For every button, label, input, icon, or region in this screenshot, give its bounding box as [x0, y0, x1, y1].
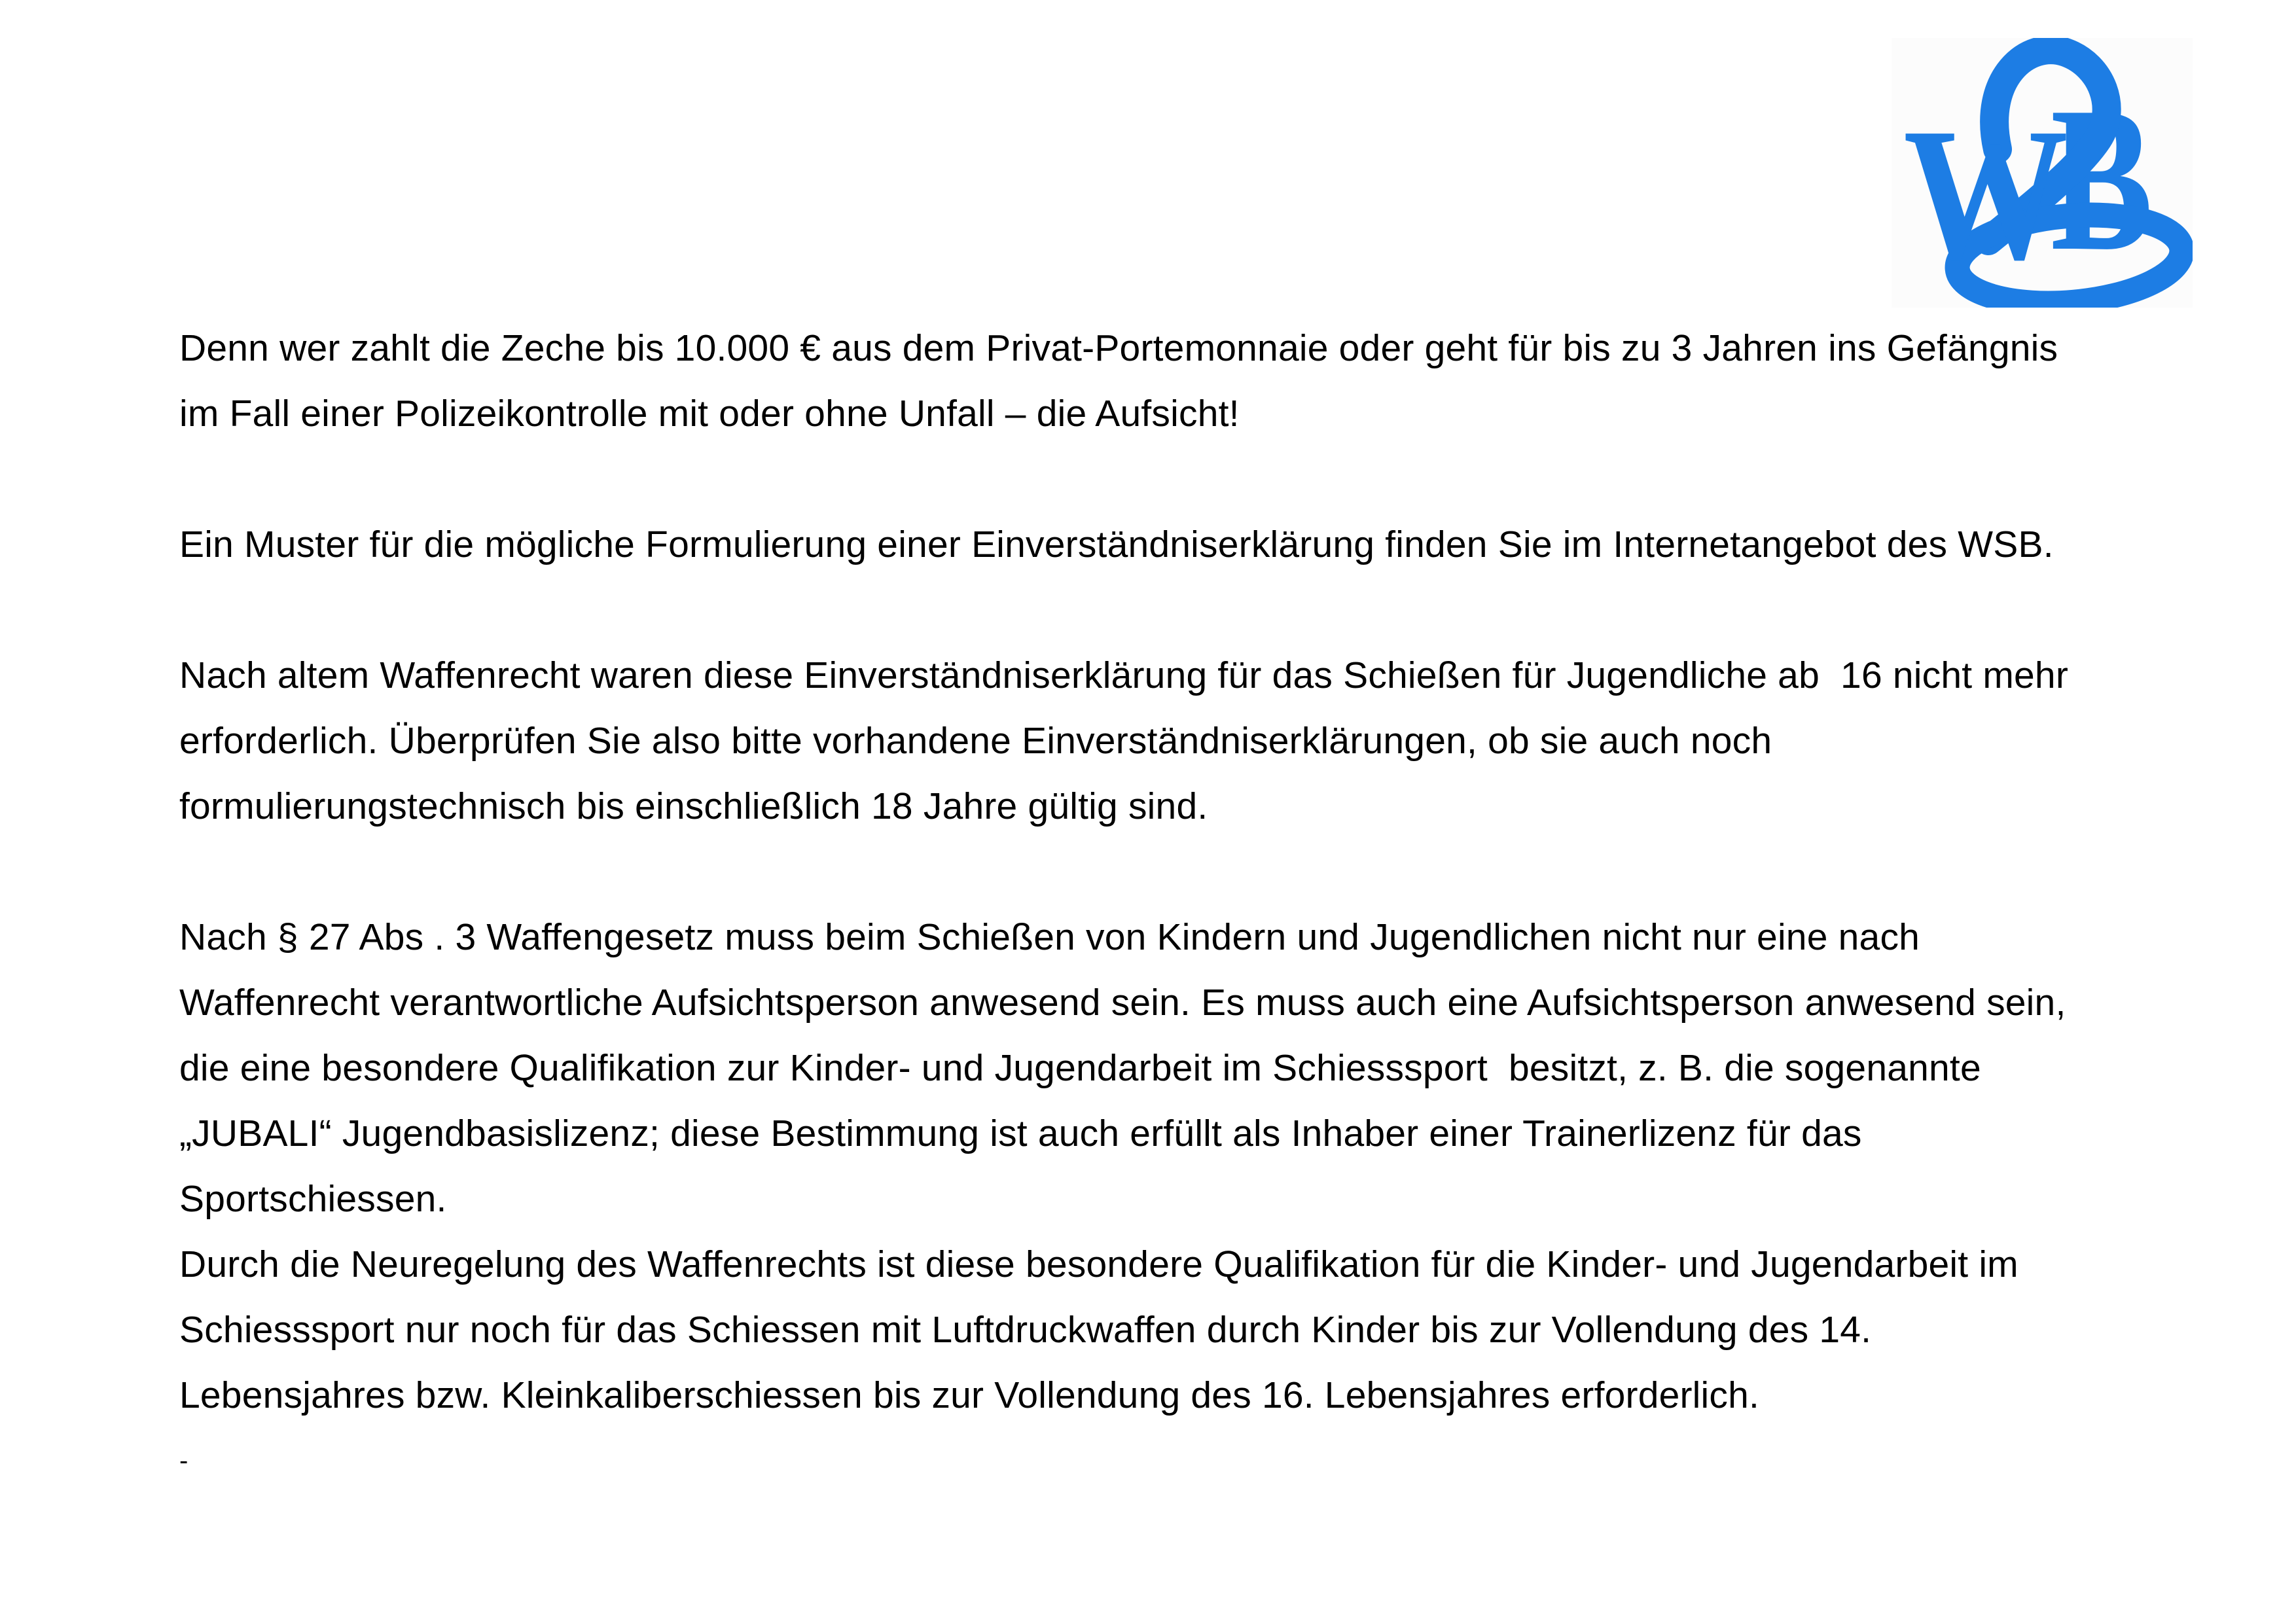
- text-line: Sportschiessen.: [179, 1178, 447, 1220]
- logo-letter-w: W: [1903, 88, 2069, 299]
- text-line: „JUBALI“ Jugendbasislizenz; diese Bestimmung ist auch erfüllt als Inhaber einer Trainerlizenz für das: [179, 1113, 1862, 1154]
- text-line: Waffenrecht verantwortliche Aufsichtsperson anwesend sein. Es muss auch eine Aufsichtsperson anwesend sein,: [179, 982, 2066, 1024]
- text-line: Schiesssport nur noch für das Schiessen mit Luftdruckwaffen durch Kinder bis zur Vollendung des 14.: [179, 1309, 1872, 1351]
- wsb-logo: [1892, 38, 2193, 308]
- wsb-logo-graphic: [1892, 38, 2193, 308]
- text-line: Ein Muster für die mögliche Formulierung einer Einverständniserklärung finden Sie im Internetangebot des WSB.: [179, 524, 2054, 565]
- text-line: Denn wer zahlt die Zeche bis 10.000 € aus dem Privat-Portemonnaie oder geht für bis zu 3 Jahren ins Gefängnis: [179, 327, 2058, 369]
- text-line: die eine besondere Qualifikation zur Kinder- und Jugendarbeit im Schiesssport besitzt, z. B. die sogenannte: [179, 1047, 1981, 1089]
- logo-letter-b: B: [2051, 65, 2153, 294]
- text-line: Nach § 27 Abs . 3 Waffengesetz muss beim Schießen von Kindern und Jugendlichen nicht nur eine nach: [179, 916, 1920, 958]
- text-line: Durch die Neuregelung des Waffenrechts ist diese besondere Qualifikation für die Kinder- und Jugendarbeit im: [179, 1243, 2018, 1285]
- blank-line: [179, 839, 2182, 904]
- blank-line: [179, 446, 2182, 512]
- text-line-dash: -: [179, 1446, 188, 1475]
- body-text: [179, 315, 2182, 1493]
- text-line: Lebensjahres bzw. Kleinkaliberschiessen bis zur Vollendung des 16. Lebensjahres erforderlich.: [179, 1374, 1760, 1416]
- text-line: formulierungstechnisch bis einschließlich 18 Jahre gültig sind.: [179, 785, 1208, 827]
- text-line: Nach altem Waffenrecht waren diese Einverständniserklärung für das Schießen für Jugendliche ab 16 nicht mehr: [179, 654, 2068, 696]
- text-line: erforderlich. Überprüfen Sie also bitte vorhandene Einverständniserklärungen, ob sie auch noch: [179, 720, 1772, 762]
- text-line: im Fall einer Polizeikontrolle mit oder ohne Unfall – die Aufsicht!: [179, 393, 1240, 435]
- blank-line: [179, 577, 2182, 643]
